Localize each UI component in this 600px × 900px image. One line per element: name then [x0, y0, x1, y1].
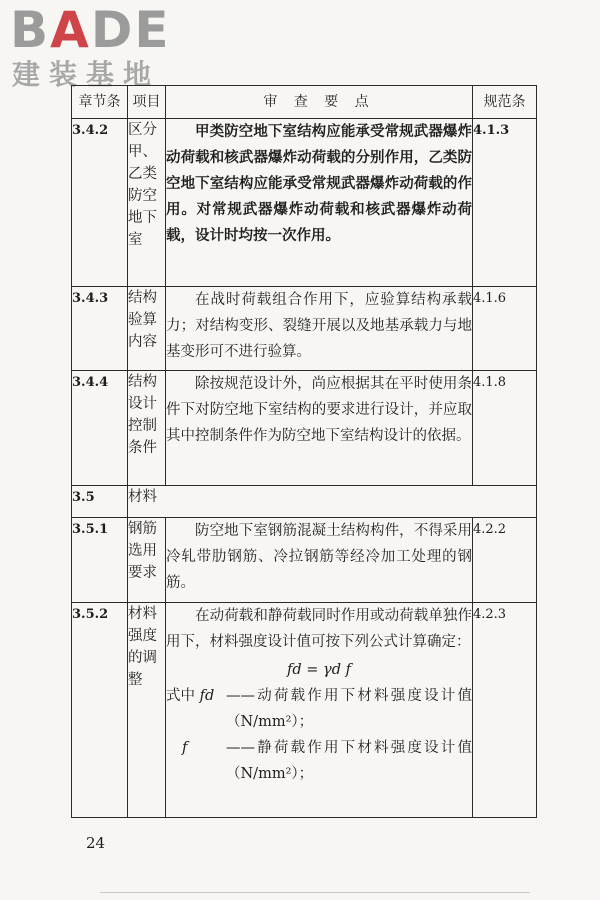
row-content: 防空地下室钢筋混凝土结构构件，不得采用冷轧带肋钢筋、冷拉钢筋等经冷加工处理的钢筋。 [166, 518, 473, 603]
header-item: 项目 [128, 86, 166, 119]
table-row [72, 486, 537, 518]
logo-subtitle: 建装基地 [12, 58, 161, 91]
row-ref: 4.1.3 [473, 119, 537, 287]
row-section: 3.4.4 [72, 371, 128, 486]
page-number: 24 [86, 834, 106, 852]
row-item: 结构设计控制条件 [128, 371, 166, 486]
row-section: 3.5.2 [72, 603, 128, 818]
table-row [72, 119, 537, 287]
logo-watermark [6, 1, 176, 96]
review-table [71, 85, 537, 818]
formula-definition: f ——静荷载作用下材料强度设计值（N/mm²）； [182, 740, 472, 782]
row-item: 区分甲、乙类防空地下室 [128, 119, 166, 287]
divider [100, 892, 530, 893]
row-ref: 4.2.3 [473, 603, 537, 818]
logo-brand: BADE [10, 1, 171, 59]
row-ref: 4.1.6 [473, 287, 537, 371]
row-section: 3.4.3 [72, 287, 128, 371]
header-content: 审 查 要 点 [166, 86, 473, 119]
header-section: 章节条 [72, 86, 128, 119]
row-section: 3.5 [72, 486, 128, 518]
row-item: 材料 [128, 486, 537, 518]
row-ref: 4.2.2 [473, 518, 537, 603]
table-row [72, 287, 537, 371]
table-row [72, 603, 537, 818]
row-content: 甲类防空地下室结构应能承受常规武器爆炸动荷载和核武器爆炸动荷载的分别作用，乙类防空地下室结构应能承受常规武器爆炸动荷载的作用。对常规武器爆炸动荷载和核武器爆炸动荷载，设计时均按一次作用。 [166, 119, 473, 287]
row-item: 钢筋选用要求 [128, 518, 166, 603]
header-ref: 规范条 [473, 86, 537, 119]
table-row [72, 371, 537, 486]
table-row [72, 518, 537, 603]
row-section: 3.5.1 [72, 518, 128, 603]
row-section: 3.4.2 [72, 119, 128, 287]
formula: fd = γd f [287, 662, 351, 678]
row-content: 在动荷载和静荷载同时作用或动荷载单独作用下，材料强度设计值可按下列公式计算确定： fd = γd f 式中 fd ——动荷载作用下材料强度设计值（N/mm²）； f ——静荷载作用下材料强度设计值（N/mm²）； [166, 603, 473, 818]
formula-definition: 式中 fd ——动荷载作用下材料强度设计值（N/mm²）； [166, 688, 472, 730]
row-ref: 4.1.8 [473, 371, 537, 486]
row-item: 结构验算内容 [128, 287, 166, 371]
table-header-row [72, 86, 537, 119]
row-content: 在战时荷载组合作用下，应验算结构承载力；对结构变形、裂缝开展以及地基承载力与地基变形可不进行验算。 [166, 287, 473, 371]
row-item: 材料强度的调整 [128, 603, 166, 818]
row-content: 除按规范设计外，尚应根据其在平时使用条件下对防空地下室结构的要求进行设计，并应取其中控制条件作为防空地下室结构设计的依据。 [166, 371, 473, 486]
